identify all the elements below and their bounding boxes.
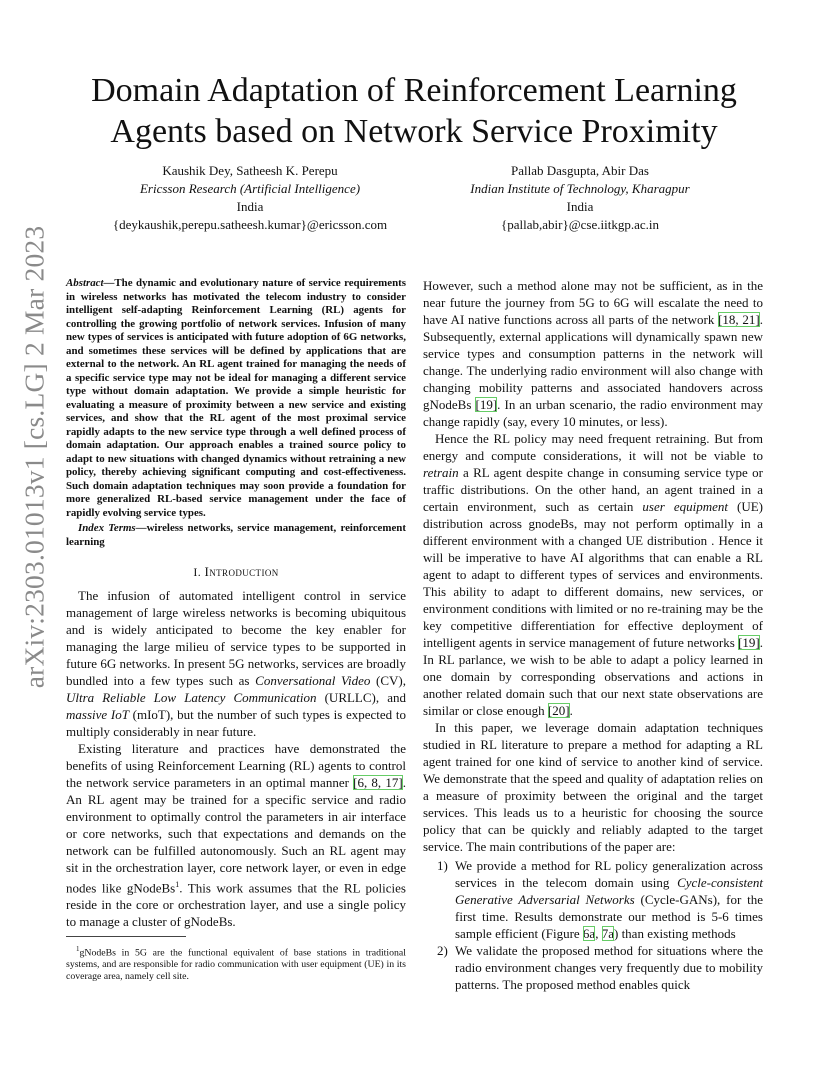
list-item: 2) We validate the proposed method for situations where the radio environment changes very frequently due to mobility patterns. The proposed method enables quick bbox=[437, 943, 763, 992]
footnote-ref[interactable]: 1 bbox=[175, 880, 180, 889]
term-miot: massive IoT bbox=[66, 707, 129, 722]
abstract bbox=[66, 277, 406, 520]
figure-link[interactable]: 7a bbox=[601, 926, 614, 941]
citation-link[interactable]: [6, 8, 17] bbox=[353, 775, 403, 790]
footnote bbox=[66, 936, 406, 983]
arxiv-sidebar bbox=[4, 225, 64, 689]
term-cv: Conversational Video bbox=[255, 673, 371, 688]
paper-title: Domain Adaptation of Reinforcement Learning Agents based on Network Service Proximity bbox=[91, 72, 737, 150]
author-email: {pallab,abir}@cse.iitkgp.ac.in bbox=[500, 217, 659, 232]
author-block-1 bbox=[90, 162, 410, 234]
author-block-2 bbox=[420, 162, 740, 234]
index-terms-text: —wireless networks, service management, reinforcement learning bbox=[66, 522, 406, 548]
list-number: 1) bbox=[437, 858, 448, 873]
citation-link[interactable]: [20] bbox=[547, 703, 570, 718]
section-number: I. bbox=[193, 565, 202, 579]
index-terms bbox=[66, 522, 406, 549]
section-title: Introduction bbox=[204, 564, 279, 579]
footnote-rule bbox=[66, 936, 186, 937]
intro-paragraph-4: Hence the RL policy may need frequent retraining. But from energy and compute considerations, it will not be viable to retrain a RL agent despite change in consuming service type or traffic distributions. On the other hand, an agent trained in a certain environment, such as certain user equipment (UE) distribution across gnodeBs, may not perform optimally in a different environment with a changed UE distribution . Hence it will be imperative to have AI algorithms that can enable a RL agent to adapt to different types of services and environments. This ability to adapt to different domains, new services, or environment conditions with limited or no re-training may be the key competitive differentiation for effective deployment of intelligent agents in service management of future networks [19]. In RL parlance, we wish to be able to adapt a policy learned in one domain by corresponding observations and actions in another related domain such that our next state observations are similar or close enough [20]. bbox=[423, 431, 763, 718]
intro-paragraph-2: Existing literature and practices have demonstrated the benefits of using Reinforcement Learning (RL) agents to control the network service parameters in an optimal manner [6, 8, 17]. An RL agent may be trained for a specific service and radio environment to optimally control the parameters in air interface or core networks, such that expectations and demands on the network can be fulfilled autonomously. Such an RL agent may sit in the orchestration layer, core network layer, or even in edge nodes like gNodeBs$^1$. This work assumes that the RL policies reside in the core or orchestration layer, and use a single policy to manage a cluster of gNodeBs. bbox=[66, 741, 406, 930]
list-item: 1) We provide a method for RL policy generalization across services in the telecom domain using Cycle-consistent Generative Adversarial Networks (Cycle-GANs), for the first time. Results demonstrate our method is 5-6 times sample efficient (Figure 6a, 7a) than existing methods bbox=[437, 858, 764, 941]
citation-link[interactable]: [19] bbox=[475, 397, 498, 412]
intro-paragraph-1: The infusion of automated intelligent control in service management of large wireless networks is becoming ubiquitous and is widely anticipated to become the key enabler for managing the large milieu of service types to be supported in future 6G networks. In present 5G networks, services are broadly bundled into a few types such as Conversational Video (CV), Ultra Reliable Low Latency Communication (URLLC), and massive IoT (mIoT), but the number of such types is expected to multiply considerably in near future. bbox=[66, 588, 406, 739]
index-terms-lead: Index Terms bbox=[78, 522, 136, 534]
term-retrain: retrain bbox=[423, 465, 459, 480]
list-number: 2) bbox=[437, 943, 448, 958]
abstract-text: —The dynamic and evolutionary nature of service requirements in wireless networks has motivated the telecom industry to consider intelligent self-adapting Reinforcement Learning (RL) agents for controlling the growing portfolio of network services. Infusion of many new types of services is anticipated with future adoption of 6G networks, and sometimes these services will be defined by applications that are external to the network. An RL agent trained for managing the needs of a specific service type may not be ideal for managing a different service type without domain adaptation. We provide a simple heuristic for evaluating a measure of proximity between a new service and existing services, and show that the RL agent of the most proximal service rapidly adapts to the new service type through a well defined process of domain adaptation. Our approach enables a trained source policy to adapt to new situations with changed dynamics without retraining a new policy, thereby achieving significant computing and cost-effectiveness. Such domain adaptation techniques may soon provide a foundation for more generalized RL-based service management under the face of rapidly evolving service types. bbox=[66, 277, 406, 519]
author-names: Pallab Dasgupta, Abir Das bbox=[511, 163, 649, 178]
contributions-list bbox=[423, 857, 763, 993]
author-affiliation: Indian Institute of Technology, Kharagpur bbox=[470, 181, 690, 196]
intro-paragraph-3: However, such a method alone may not be sufficient, as in the near future the journey from 5G to 6G will escalate the need to have AI native functions across all parts of the network [18, 21]. Subsequently, external applications will dynamically spawn new service types and consumption patterns in the network will change. The underlying radio environment will also change with changing mobility patterns and associated handovers across gNodeBs [19]. In an urban scenario, the radio environment may change rapidly (say, every 10 minutes, or less). bbox=[423, 278, 764, 429]
footnote-text: gNodeBs in 5G are the functional equivalent of base stations in traditional systems, and are responsible for radio communication with user equipment (UE) in its coverage area, namely cell site. bbox=[66, 947, 406, 983]
citation-link[interactable]: [19] bbox=[738, 635, 760, 650]
author-country: India bbox=[566, 199, 594, 214]
author-names: Kaushik Dey, Satheesh K. Perepu bbox=[162, 163, 338, 178]
term-cyclegan: Cycle-consistent Generative Adversarial Networks bbox=[455, 875, 763, 907]
term-urllc: Ultra Reliable Low Latency Communication bbox=[66, 690, 317, 705]
author-affiliation: Ericsson Research (Artificial Intelligence) bbox=[139, 181, 361, 196]
abstract-lead: Abstract bbox=[66, 277, 104, 289]
figure-link[interactable]: 6a bbox=[582, 926, 596, 941]
section-heading-introduction bbox=[66, 563, 406, 581]
author-email: {deykaushik,perepu.satheesh.kumar}@ericsson.com bbox=[112, 217, 388, 232]
footnote-mark: 1 bbox=[76, 945, 80, 953]
term-user-equipment: user equipment bbox=[642, 499, 728, 514]
left-column bbox=[66, 277, 406, 930]
arxiv-identifier: arXiv:2303.01013v1 [cs.LG] 2 Mar 2023 bbox=[18, 225, 50, 689]
right-column bbox=[423, 277, 763, 993]
intro-paragraph-5: In this paper, we leverage domain adaptation techniques studied in RL literature to prepare a method for adapting a RL agent trained for one kind of service to another kind of service. We demonstrate that the speed and quality of adaptation relies on a measure of proximity between the original and the target services. This leads us to a heuristic for choosing the source policy that can be quickly and reliably adapted to the target service. The main contributions of the paper are: bbox=[423, 720, 763, 854]
author-country: India bbox=[236, 199, 264, 214]
citation-link[interactable]: [18, 21] bbox=[718, 312, 760, 327]
